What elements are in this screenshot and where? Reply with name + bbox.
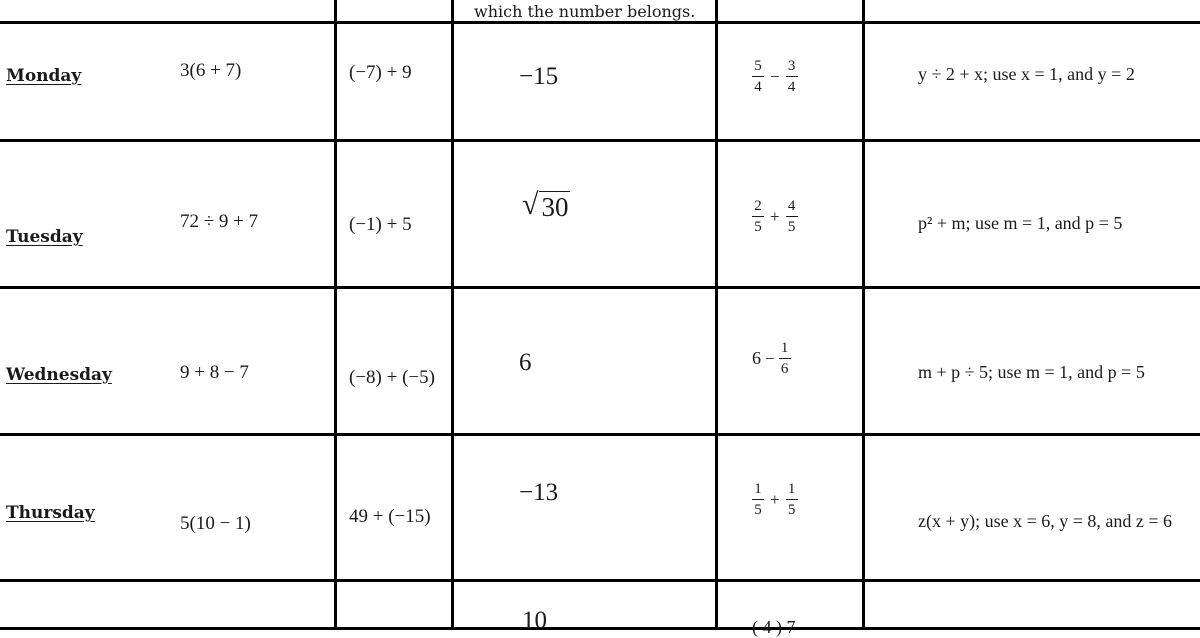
monday-expression-1: 3(6 + 7) — [180, 60, 242, 81]
wednesday-expression-2: (−8) + (−5) — [349, 367, 435, 388]
tuesday-variable-expression: p² + m; use m = 1, and p = 5 — [918, 213, 1123, 233]
numerator: 1 — [787, 481, 796, 497]
row-divider-top — [0, 21, 1200, 24]
partial-row-number: 10 — [522, 607, 547, 634]
denominator: 5 — [754, 502, 762, 518]
numerator: 3 — [787, 58, 796, 74]
row-divider-1 — [0, 139, 1200, 142]
monday-expression-2: (−7) + 9 — [349, 62, 412, 83]
denominator: 4 — [754, 79, 762, 95]
fraction — [752, 198, 764, 235]
partial-row-fraction-expression: ( 4 ) 7 — [752, 617, 796, 637]
denominator: 5 — [787, 502, 796, 518]
numerator: 2 — [754, 198, 762, 214]
tuesday-expression-2: (−1) + 5 — [349, 214, 412, 235]
row-divider-4 — [0, 579, 1200, 582]
monday-fraction-expression — [752, 58, 798, 95]
denominator: 5 — [754, 219, 762, 235]
col-divider-2 — [451, 0, 454, 630]
operator: + — [770, 206, 780, 226]
denominator: 6 — [780, 361, 789, 377]
fraction — [752, 58, 764, 95]
fraction — [779, 340, 791, 377]
numerator: 1 — [754, 481, 762, 497]
wednesday-variable-expression: m + p ÷ 5; use m = 1, and p = 5 — [918, 362, 1145, 382]
day-label-thursday: Thursday — [6, 503, 95, 523]
operator: − — [765, 348, 775, 368]
header-note: which the number belongs. — [474, 2, 696, 21]
denominator: 5 — [787, 219, 796, 235]
fraction — [786, 58, 798, 95]
col-divider-3 — [715, 0, 718, 630]
thursday-expression-2: 49 + (−15) — [349, 506, 431, 527]
numerator: 5 — [754, 58, 762, 74]
thursday-expression-1: 5(10 − 1) — [180, 513, 251, 534]
monday-variable-expression: y ÷ 2 + x; use x = 1, and y = 2 — [918, 64, 1135, 84]
tuesday-expression-1: 72 ÷ 9 + 7 — [180, 211, 259, 232]
wednesday-expression-1: 9 + 8 − 7 — [180, 362, 249, 383]
fraction — [752, 481, 764, 518]
row-divider-2 — [0, 286, 1200, 289]
thursday-number: −13 — [519, 479, 559, 506]
tuesday-fraction-expression — [752, 198, 798, 235]
col-divider-1 — [334, 0, 337, 630]
numerator: 4 — [787, 198, 796, 214]
day-label-monday: Monday — [6, 66, 82, 86]
monday-number: −15 — [519, 63, 559, 90]
day-label-wednesday: Wednesday — [6, 365, 112, 385]
fraction — [786, 481, 798, 518]
tuesday-square-root — [522, 188, 570, 222]
radical-sign-icon: √ — [522, 188, 539, 221]
row-divider-3 — [0, 433, 1200, 436]
thursday-variable-expression: z(x + y); use x = 6, y = 8, and z = 6 — [918, 511, 1173, 531]
radicand: 30 — [541, 192, 569, 222]
thursday-fraction-expression — [752, 481, 798, 518]
fraction — [786, 198, 798, 235]
wednesday-fraction-expression — [752, 340, 791, 377]
col-divider-4 — [862, 0, 865, 630]
wednesday-number: 6 — [519, 349, 532, 376]
operator: + — [770, 489, 780, 509]
numerator: 1 — [780, 340, 789, 356]
day-label-tuesday: Tuesday — [6, 227, 83, 247]
denominator: 4 — [787, 79, 796, 95]
whole-number: 6 — [752, 348, 761, 368]
operator: − — [770, 66, 780, 86]
